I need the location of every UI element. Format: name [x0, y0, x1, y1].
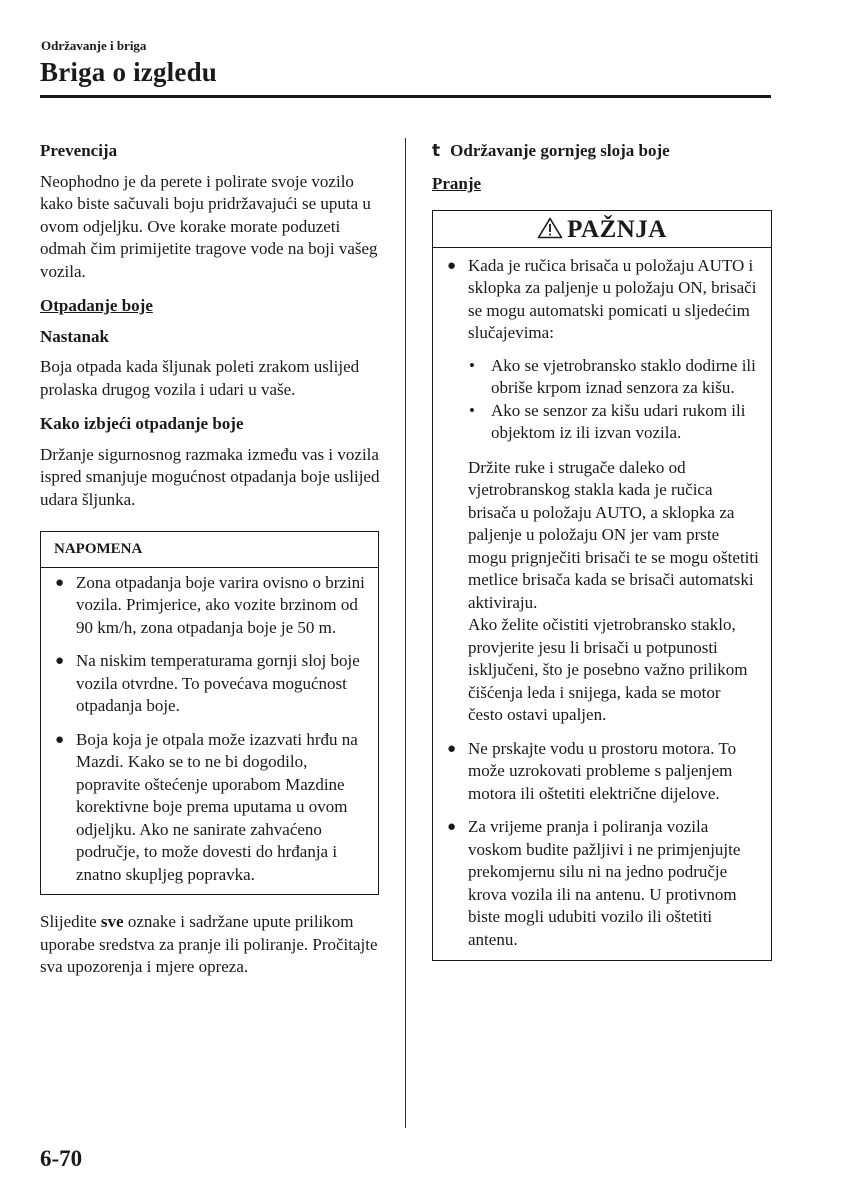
- caution-sublist: [468, 355, 759, 445]
- follow-pre: Slijedite: [40, 912, 101, 931]
- topcoat-heading-text: Održavanje gornjeg sloja boje: [450, 141, 670, 160]
- topcoat-heading: [432, 140, 772, 163]
- paint-chipping-heading: Otpadanje boje: [40, 296, 153, 315]
- caution-subitem: [468, 400, 759, 445]
- page-title: Briga o izgledu: [40, 57, 217, 87]
- cause-text: Boja otpada kada šljunak poleti zrakom uslijed prolaska drugog vozila i udari u vaše.: [40, 357, 360, 399]
- note-title: NAPOMENA: [41, 532, 378, 568]
- caution-item-paragraph: Držite ruke i strugače daleko od vjetrobranskog stakla kada je ručica brisača u položaju AUTO, a sklopka za paljenje u položaju ON jer vam prste mogu prignječiti brisači te se mogu oštetiti metlice brisača kada se brisači automatski aktiviraju.: [468, 457, 759, 612]
- caution-subitem-text: Ako se senzor za kišu udari rukom ili objektom iz ili izvan vozila.: [491, 400, 746, 442]
- sub-bullet-icon: •: [469, 355, 475, 375]
- caution-item-text: Za vrijeme pranja i poliranja vozila voskom budite pažljivi i ne primjenjujte prekomjernu silu ni na jedno područje krova vozila ili na antenu. U protivnom biste mogli udubiti vozilo ili oštetiti antenu.: [468, 817, 741, 949]
- cause-heading: Nastanak: [40, 326, 109, 346]
- bullet-dot-icon: ●: [447, 740, 457, 757]
- caution-body: [433, 248, 771, 961]
- caution-title: PAŽNJA: [567, 216, 667, 243]
- note-body: [41, 568, 378, 895]
- washing-heading: Pranje: [432, 173, 482, 193]
- caution-item: [444, 738, 759, 806]
- avoid-text: Držanje sigurnosnog razmaka između vas i vozila ispred smanjuje mogućnost otpadanja boje uslijed udara šljunka.: [40, 444, 380, 509]
- caution-item-intro: Kada je ručica brisača u položaju AUTO i sklopka za paljenje u položaju ON, brisači se mogu automatski pomicati u sljedećim slučajevima:: [468, 255, 757, 342]
- note-item: [52, 650, 366, 718]
- warning-triangle-icon: [537, 217, 563, 239]
- bullet-dot-icon: ●: [55, 653, 65, 669]
- section-label: Održavanje i briga: [41, 38, 147, 53]
- caution-header: [433, 211, 771, 248]
- note-item: [52, 572, 366, 640]
- note-box: [40, 531, 379, 895]
- avoid-heading: Kako izbjeći otpadanje boje: [40, 414, 244, 433]
- follow-instructions-text: [40, 911, 380, 979]
- bullet-dot-icon: ●: [447, 257, 457, 274]
- follow-post: oznake i sadržane upute prilikom uporabe sredstva za pranje ili poliranje. Pročitajte sva upozorenja i mjere opreza.: [40, 912, 378, 976]
- note-list: [52, 572, 366, 887]
- title-rule: [40, 95, 771, 98]
- right-column: [432, 140, 772, 961]
- caution-item: [444, 816, 759, 951]
- note-item: [52, 729, 366, 887]
- caution-subitem: [468, 355, 759, 400]
- page-number: 6-70: [40, 1146, 83, 1171]
- bullet-dot-icon: ●: [447, 819, 457, 835]
- prevention-text: Neophodno je da perete i polirate svoje vozilo kako biste sačuvali boju pridržavajući se uputa u ovom odjeljku. Ove korake morate poduzeti odmah čim primijetite tragove vode na boji vašeg vozila.: [40, 171, 378, 281]
- bullet-dot-icon: ●: [55, 574, 65, 591]
- caution-box: [432, 210, 772, 961]
- left-column: [40, 140, 380, 979]
- note-item-text: Zona otpadanja boje varira ovisno o brzini vozila. Primjerice, ako vozite brzinom od 90 km/h, zona otpadanja boje je 50 m.: [76, 572, 365, 637]
- note-item-text: Boja koja je otpala može izazvati hrđu na Mazdi. Kako se to ne bi dogodilo, popravite oštećenje uporabom Mazdine korektivne boje prema uputama u ovom odjeljku. Ako ne sanirate zahvaćeno područje, to može dovesti do hrđanja i znatno skupljeg popravka.: [76, 729, 358, 884]
- caution-item-text: Ne prskajte vodu u prostoru motora. To može uzrokovati probleme s paljenjem motora ili oštetiti električne dijelove.: [468, 738, 737, 803]
- caution-item-paragraph: Ako želite očistiti vjetrobransko staklo, provjerite jesu li brisači u potpunosti isključeni, što je posebno važno prilikom čišćenja leda i snijega, kada se motor često ostavi upaljen.: [468, 615, 748, 724]
- section-marker: t: [432, 141, 441, 161]
- note-item-text: Na niskim temperaturama gornji sloj boje vozila otvrdne. To povećava mogućnost otpadanja boje.: [76, 651, 360, 715]
- caution-list: [444, 255, 759, 952]
- prevention-heading: Prevencija: [40, 141, 118, 160]
- column-divider: [405, 138, 406, 1128]
- bullet-dot-icon: ●: [55, 731, 65, 748]
- caution-item: [444, 255, 759, 727]
- sub-bullet-icon: •: [469, 400, 475, 420]
- follow-bold: sve: [100, 912, 124, 931]
- caution-subitem-text: Ako se vjetrobransko staklo dodirne ili obriše krpom iznad senzora za kišu.: [491, 355, 756, 397]
